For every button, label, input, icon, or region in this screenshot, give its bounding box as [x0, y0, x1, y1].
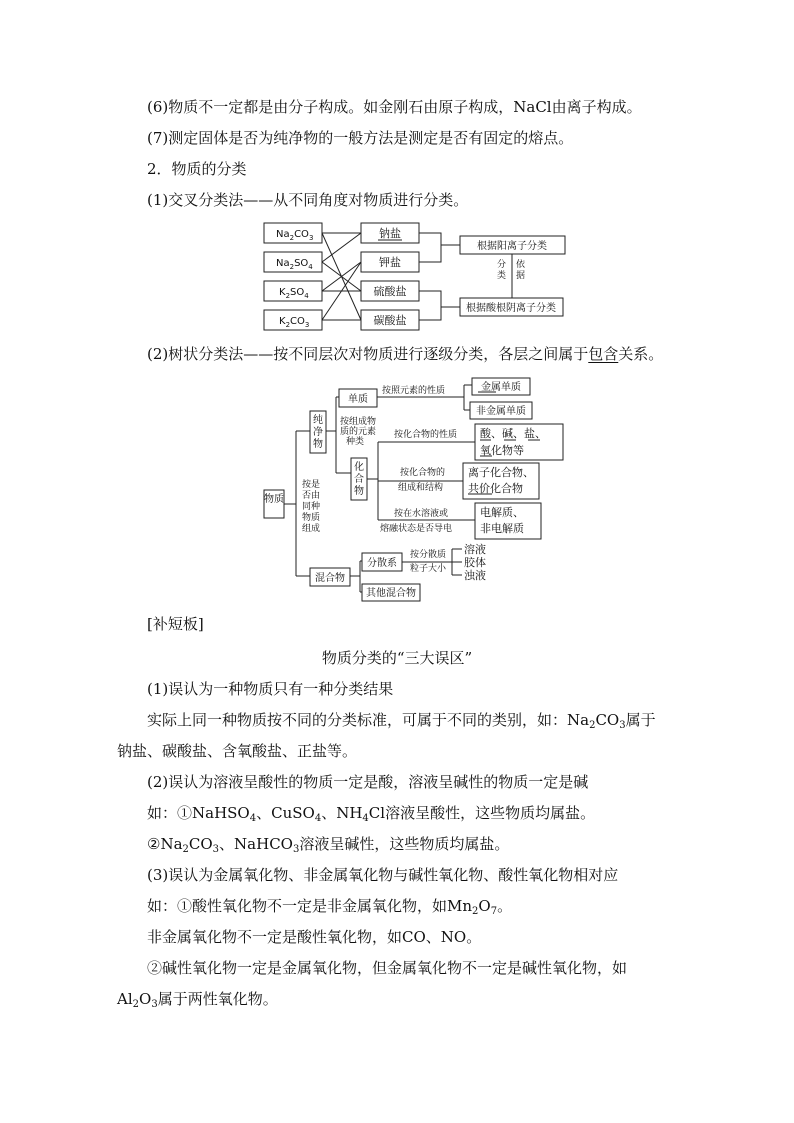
dispersion-label: 分散系	[367, 558, 397, 569]
error-1-text-continued: 钠盐、碳酸盐、含氧酸盐、正盐等。	[117, 742, 358, 760]
nonelectrolyte-label: 非电解质	[480, 522, 524, 535]
error-2-example-2: $②Na_2CO_3$、NaHCO$_3$溶液呈碱性，这些物质均属盐。	[147, 835, 510, 855]
error-3-example-4: $Al_2O_3$属于两性氧化物。	[117, 990, 278, 1010]
other-mixture-label: 其他混合物	[366, 588, 416, 599]
basis-label: 分	[497, 260, 507, 270]
error-3-example-1: 如：①酸性氧化物不一定是非金属氧化物，如$Mn_2O_7$。	[147, 897, 513, 917]
solution-label: 溶液	[464, 543, 486, 556]
criteria-label: 组成	[302, 524, 321, 534]
criteria-label: 按化合物的性质	[394, 430, 458, 440]
oxide-label: 氧化物等	[480, 444, 524, 457]
compound-label: $K_2CO_3$	[279, 316, 310, 329]
basis-label: 依	[516, 260, 526, 270]
mixture-label: 混合物	[315, 573, 345, 584]
error-1-text: 实际上同一种物质按不同的分类标准，可属于不同的类别，如：$Na_2CO_3$属于	[147, 711, 656, 731]
criteria-label: 按分散质	[410, 550, 447, 560]
criteria-label: 按化合物的	[400, 468, 446, 478]
element-label: 单质	[348, 394, 368, 405]
cross-classification-diagram	[0, 215, 794, 340]
basis-label: 类	[497, 271, 507, 281]
criteria-label: 按是	[302, 480, 321, 490]
cation-basis-label: 根据阳离子分类	[477, 241, 547, 252]
metal-label: 金属单质	[481, 382, 521, 393]
tree-classification-title: (2)树状分类法——按不同层次对物质进行逐级分类，各层之间属于包含关系。	[147, 345, 664, 363]
criteria-label: 熔融状态是否导电	[380, 524, 453, 534]
criteria-label: 同种	[302, 502, 321, 512]
criteria-label: 按照元素的性质	[382, 386, 446, 396]
cross-classification-title: (1)交叉分类法——从不同角度对物质进行分类。	[147, 191, 469, 209]
anion-basis-label: 根据酸根阴离子分类	[466, 303, 556, 314]
criteria-label: 质的元素	[340, 427, 377, 437]
criteria-label: 按在水溶液或	[394, 509, 449, 519]
point-7: (7)测定固体是否为纯净物的一般方法是测定是否有固定的熔点。	[147, 129, 574, 147]
point-6: (6)物质不一定都是由分子构成。如金刚石由原子构成，NaCl由离子构成。	[147, 98, 642, 116]
pure-label: 纯	[313, 415, 323, 426]
error-1-title: (1)误认为一种物质只有一种分类结果	[147, 680, 394, 698]
compound-label: $K_2SO_4$	[279, 287, 309, 300]
error-2-title: (2)误认为溶液呈酸性的物质一定是酸，溶液呈碱性的物质一定是碱	[147, 773, 589, 791]
category-label: 碳酸盐	[373, 314, 407, 327]
criteria-label: 种类	[346, 437, 365, 447]
ionic-label: 离子化合物、	[468, 466, 534, 479]
error-2-example-1: 如：①NaHSO$_4$、CuSO$_4$、$NH_4Cl$溶液呈酸性，这些物质均属盐。	[147, 804, 596, 824]
criteria-label: 否由	[302, 491, 321, 501]
pure-label: 净	[313, 427, 323, 438]
criteria-label: 物质	[302, 513, 321, 523]
basis-label: 据	[516, 271, 526, 281]
error-3-example-2: 非金属氧化物不一定是酸性氧化物，如CO、NO。	[147, 928, 482, 946]
error-3-title: (3)误认为金属氧化物、非金属氧化物与碱性氧化物、酸性氧化物相对应	[147, 866, 619, 884]
criteria-label: 按组成物	[340, 417, 377, 427]
compound-label: 化	[354, 462, 364, 473]
compound-label: $Na_2CO_3$	[276, 229, 314, 242]
error-3-example-3: ②碱性氧化物一定是金属氧化物，但金属氧化物不一定是碱性氧化物，如	[147, 959, 628, 977]
supplement-title: 物质分类的“三大误区”	[321, 649, 473, 667]
pure-label: 物	[313, 439, 323, 450]
category-label: 钾盐	[379, 256, 401, 269]
colloid-label: 胶体	[464, 556, 486, 569]
compound-label: 物	[354, 486, 364, 497]
criteria-label: 组成和结构	[398, 483, 444, 493]
supplement-tag: [补短板]	[147, 615, 204, 633]
electrolyte-label: 电解质、	[480, 506, 524, 519]
root-label: 物质	[264, 494, 284, 505]
suspension-label: 浊液	[464, 569, 486, 582]
category-label: 钠盐	[379, 227, 401, 240]
category-label: 硫酸盐	[373, 285, 407, 298]
acid-base-salt-label: 酸、碱、盐、	[480, 427, 546, 440]
covalent-label: 共价化合物	[468, 482, 523, 495]
section-2-heading: 2．物质的分类	[147, 160, 247, 178]
criteria-label: 粒子大小	[410, 564, 447, 574]
compound-label: $Na_2SO_4$	[276, 258, 313, 271]
nonmetal-label: 非金属单质	[476, 406, 526, 417]
compound-label: 合	[354, 474, 364, 485]
tree-classification-diagram	[0, 375, 794, 605]
